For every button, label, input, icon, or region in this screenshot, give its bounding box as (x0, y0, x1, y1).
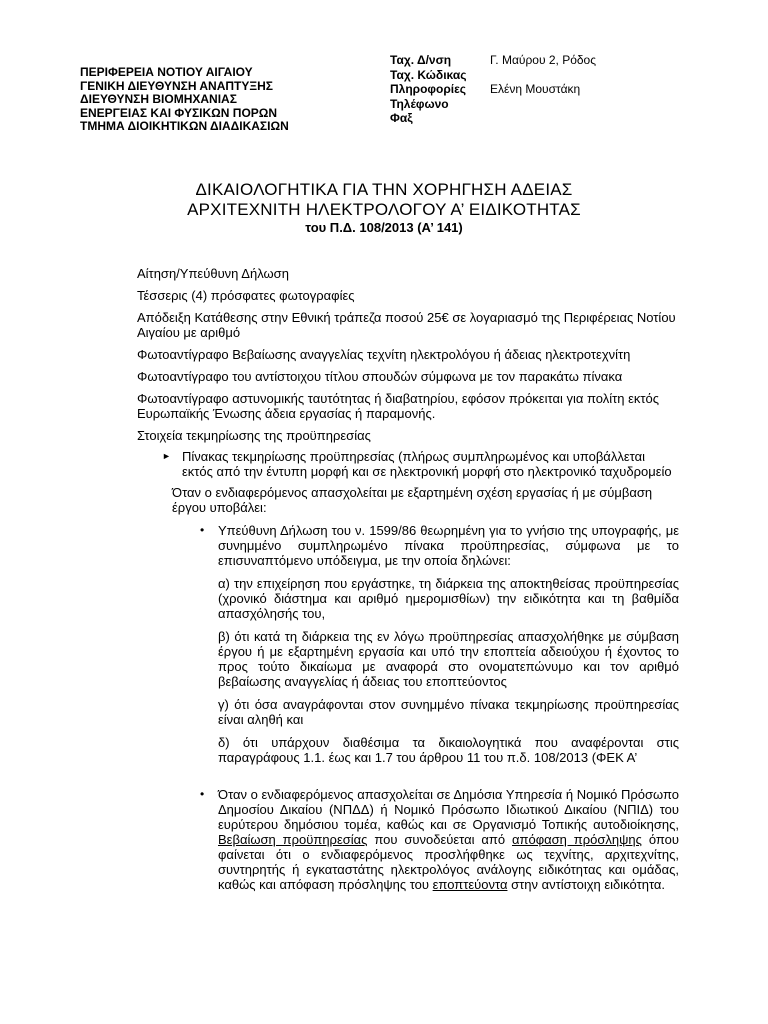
contact-value: Γ. Μαύρου 2, Ρόδος (490, 53, 597, 67)
document-title (0, 180, 768, 220)
text-span: Όταν ο ενδιαφερόμενος απασχολείται σε Δημόσια Υπηρεσία ή Νομικό Πρόσωπο Δημοσίου Δικαίου (ΝΠΔΔ) ή Νομικό Πρόσωπο Ιδιωτικού Δικαίου (ΝΠΙΔ) του ευρύτερου δημόσιου τομέα, καθώς και σε Οργανισμό Τοπικής αυτοδιοίκησης, (218, 787, 679, 832)
bullet-dot-icon: • (200, 787, 205, 801)
contact-label: Φαξ (390, 111, 413, 125)
declaration-a: α) την επιχείρηση που εργάστηκε, τη διάρκεια της αποκτηθείσας προϋπηρεσίας (χρονικό διάστημα και αριθμό ημερομισθίων) την ειδικότητα και τη βαθμίδα απασχόλησής του, (218, 576, 679, 621)
requirement-item: Στοιχεία τεκμηρίωσης της προϋπηρεσίας (137, 428, 371, 443)
requirement-item: Φωτοαντίγραφο του αντίστοιχου τίτλου σπουδών σύμφωνα με τον παρακάτω πίνακα (137, 369, 623, 384)
experience-table-item (137, 449, 679, 479)
underlined-text: Βεβαίωση προϋπηρεσίας (218, 832, 368, 847)
org-line: ΠΕΡΙΦΕΡΕΙΑ ΝΟΤΙΟΥ ΑΙΓΑΙΟΥ (80, 65, 253, 79)
underlined-text: απόφαση πρόσληψης (512, 832, 642, 847)
public-sector-text (218, 787, 679, 892)
org-line: ΕΝΕΡΓΕΙΑΣ ΚΑΙ ΦΥΣΙΚΩΝ ΠΟΡΩΝ (80, 105, 278, 120)
experience-table-text: Πίνακας τεκμηρίωσης προϋπηρεσίας (πλήρως συμπληρωμένος και υποβάλλεται εκτός από την έντυπη μορφή και σε ηλεκτρονική μορφή στο ηλεκτρονικό ταχυδρομείο (182, 449, 672, 479)
contact-row-postcode (390, 68, 596, 83)
declaration-bullet (200, 523, 679, 765)
org-line: ΓΕΝΙΚΗ ΔΙΕΥΘΥΝΣΗ ΑΝΑΠΤΥΞΗΣ (80, 78, 273, 93)
declaration-intro: Υπεύθυνη Δήλωση του ν. 1599/86 θεωρημένη για το γνήσιο της υπογραφής, με συνημμένο συμπληρωμένο πίνακα προϋπηρεσίας, σύμφωνα με το επισυναπτόμενο υπόδειγμα, με την οποία δηλώνει: (218, 523, 679, 568)
org-line: ΔΙΕΥΘΥΝΣΗ ΒΙΟΜΗΧΑΝΙΑΣ (80, 92, 237, 106)
organization-header (80, 66, 289, 134)
requirements-list (137, 266, 679, 900)
contact-row-fax (390, 111, 596, 126)
declaration-c: γ) ότι όσα αναγράφονται στον συνημμένο πίνακα τεκμηρίωσης προϋπηρεσίας είναι αληθή και (218, 697, 679, 727)
requirement-item: Τέσσερις (4) πρόσφατες φωτογραφίες (137, 288, 355, 303)
underlined-text: εποπτεύοντα (432, 877, 508, 892)
contact-row-address (390, 53, 596, 68)
title-line: ΑΡΧΙΤΕΧΝΙΤΗ ΗΛΕΚΤΡΟΛΟΓΟΥ Α’ ΕΙΔΙΚΟΤΗΤΑΣ (187, 200, 581, 219)
requirement-item: Φωτοαντίγραφο Βεβαίωσης αναγγελίας τεχνίτη ηλεκτρολόγου ή άδειας ηλεκτροτεχνίτη (137, 347, 631, 362)
declaration-d: δ) ότι υπάρχουν διαθέσιμα τα δικαιολογητικά που αναφέρονται στις παραγράφους 1.1. έως και 1.7 του άρθρου 11 του π.δ. 108/2013 (ΦΕΚ Α’ (218, 735, 679, 765)
requirement-item: Φωτοαντίγραφο αστυνομικής ταυτότητας ή διαβατηρίου, εφόσον πρόκειται για πολίτη εκτός Ευρωπαϊκής Ένωσης άδεια εργασίας ή παραμονής. (137, 391, 660, 421)
contact-row-info (390, 82, 596, 97)
arrow-bullet-icon: ► (162, 451, 171, 461)
declaration-b: β) ότι κατά τη διάρκεια της εν λόγω προϋπηρεσίας απασχολήθηκε με σύμβαση έργου ή με εξαρτημένη εργασία και υπό την εποπτεία αδειούχου ή έχοντος το προς τούτο δικαίωμα με αναφορά στο ονοματεπώνυμο και τον αριθμό βεβαίωσης αναγγελίας ή άδειας του εποπτεύοντος (218, 629, 679, 689)
requirement-item: Αίτηση/Υπεύθυνη Δήλωση (137, 266, 289, 281)
document-subtitle: του Π.Δ. 108/2013 (Α’ 141) (305, 220, 463, 235)
contact-row-phone (390, 97, 596, 112)
employment-intro: Όταν ο ενδιαφερόμενος απασχολείται με εξαρτημένη σχέση εργασίας ή με σύμβαση έργου υποβάλει: (172, 485, 653, 515)
contact-label: Τηλέφωνο (390, 96, 449, 111)
text-span: όπου φαίνεται ότι ο ενδιαφερόμενος προσλήφθηκε ως τεχνίτης, αρχιτεχνίτης, συντηρητής ή εγκαταστάτης ηλεκτρολόγος ανάλογης ειδικότητας και ομάδας, καθώς και απόφαση πρόσληψης του (218, 832, 679, 892)
contact-value: Ελένη Μουστάκη (490, 82, 581, 96)
requirement-item: Απόδειξη Κατάθεσης στην Εθνική τράπεζα ποσού 25€ σε λογαριασμό της Περιφέρειας Νοτίου Αιγαίου με αριθμό (137, 310, 676, 340)
title-line: ΔΙΚΑΙΟΛΟΓΗΤΙΚΑ ΓΙΑ ΤΗΝ ΧΟΡΗΓΗΣΗ ΑΔΕΙΑΣ (195, 180, 573, 199)
text-span: στην αντίστοιχη ειδικότητα. (507, 877, 666, 892)
contact-block (390, 53, 596, 126)
text-span: που συνοδεύεται από (367, 832, 512, 847)
org-line: ΤΜΗΜΑ ΔΙΟΙΚΗΤΙΚΩΝ ΔΙΑΔΙΚΑΣΙΩΝ (80, 119, 289, 133)
bullet-dot-icon: • (200, 523, 205, 537)
contact-label: Πληροφορίες (390, 82, 467, 96)
bullets-block (137, 523, 679, 892)
contact-label: Ταχ. Κώδικας (390, 67, 467, 82)
contact-label: Ταχ. Δ/νση (390, 53, 452, 67)
public-sector-bullet (200, 787, 679, 892)
